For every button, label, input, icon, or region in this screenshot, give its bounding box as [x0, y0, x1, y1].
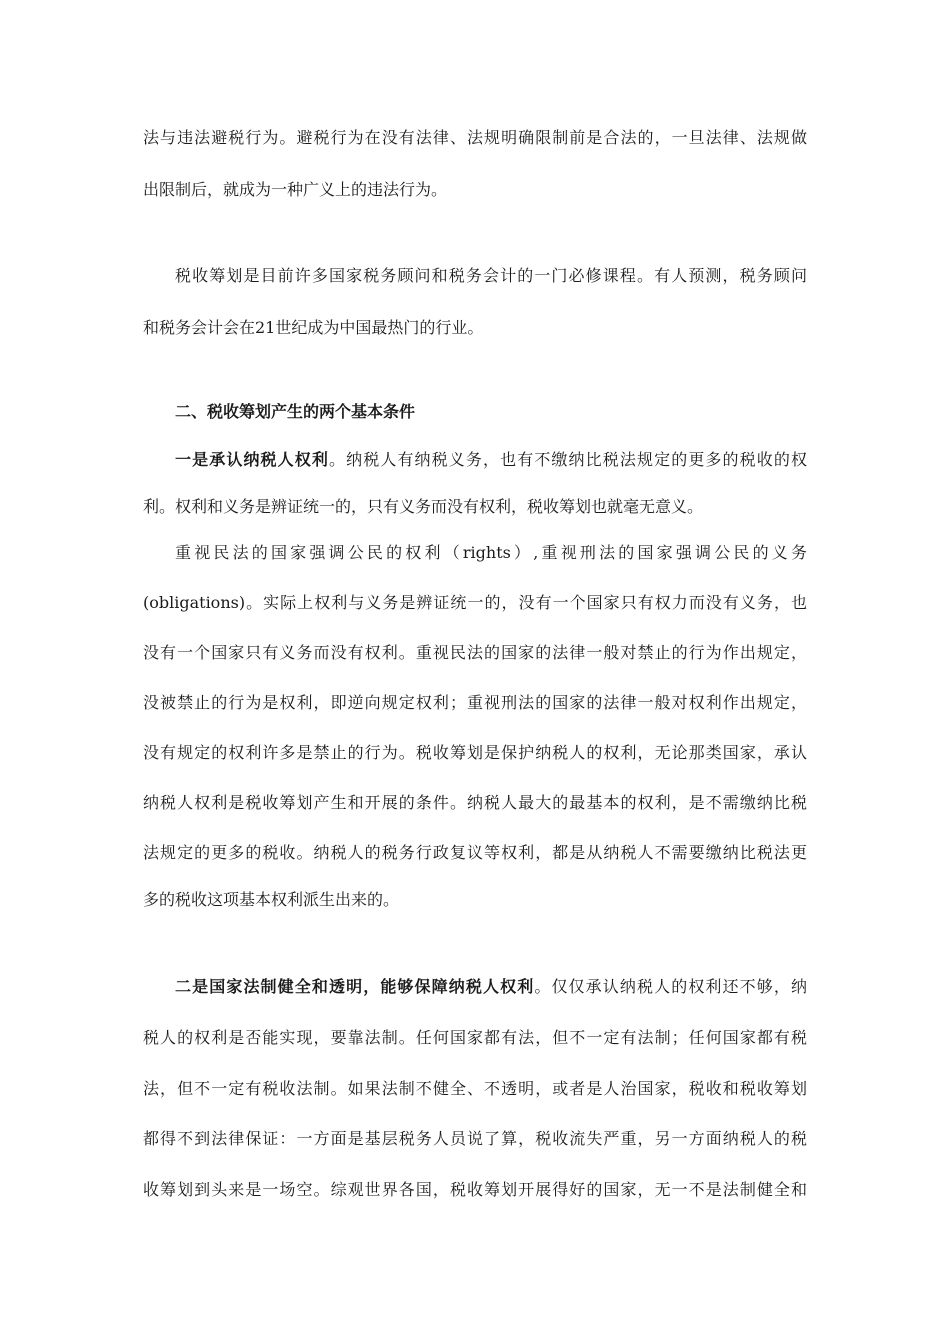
paragraph-line: 都得不到法律保证：一方面是基层税务人员说了算，税收流失严重，另一方面纳税人的税 [143, 1129, 807, 1148]
paragraph-line: 利。权利和义务是辨证统一的，只有义务而没有权利，税收筹划也就毫无意义。 [143, 497, 704, 516]
document-page [143, 0, 807, 1344]
paragraph-line: 税收筹划是目前许多国家税务顾问和税务会计的一门必修课程。有人预测，税务顾问 [175, 266, 807, 285]
paragraph-line: 重视民法的国家强调公民的权利（rights）,重视刑法的国家强调公民的义务 [175, 543, 807, 562]
paragraph-line: 法，但不一定有税收法制。如果法制不健全、不透明，或者是人治国家，税收和税收筹划 [143, 1079, 807, 1098]
section-heading: 二、税收筹划产生的两个基本条件 [175, 402, 416, 421]
paragraph-line [143, 450, 807, 470]
bold-lead: 一是承认纳税人权利 [175, 450, 329, 469]
paragraph-line [143, 977, 807, 997]
paragraph-line: 没被禁止的行为是权利，即逆向规定权利；重视刑法的国家的法律一般对权利作出规定， [143, 693, 807, 712]
paragraph-line: 没有规定的权利许多是禁止的行为。税收筹划是保护纳税人的权利，无论那类国家，承认 [143, 743, 807, 762]
paragraph-line: 和税务会计会在21世纪成为中国最热门的行业。 [143, 318, 484, 337]
paragraph-line: 纳税人权利是税收筹划产生和开展的条件。纳税人最大的最基本的权利，是不需缴纳比税 [143, 793, 807, 812]
paragraph-line: 法规定的更多的税收。纳税人的税务行政复议等权利，都是从纳税人不需要缴纳比税法更 [143, 843, 807, 862]
paragraph-text: 。仅仅承认纳税人的权利还不够，纳 [534, 977, 807, 996]
paragraph-line: 法与违法避税行为。避税行为在没有法律、法规明确限制前是合法的，一旦法律、法规做 [143, 128, 807, 147]
paragraph-line: 多的税收这项基本权利派生出来的。 [143, 890, 400, 909]
bold-lead: 二是国家法制健全和透明，能够保障纳税人权利 [175, 977, 535, 996]
paragraph-line: 税人的权利是否能实现，要靠法制。任何国家都有法，但不一定有法制；任何国家都有税 [143, 1028, 807, 1047]
paragraph-line: 收筹划到头来是一场空。综观世界各国，税收筹划开展得好的国家，无一不是法制健全和 [143, 1180, 807, 1199]
paragraph-text: 。纳税人有纳税义务，也有不缴纳比税法规定的更多的税收的权 [329, 450, 807, 469]
paragraph-line: (obligations)。实际上权利与义务是辨证统一的，没有一个国家只有权力而没有义务，也 [143, 593, 807, 612]
paragraph-line: 没有一个国家只有义务而没有权利。重视民法的国家的法律一般对禁止的行为作出规定， [143, 643, 807, 662]
paragraph-line: 出限制后，就成为一种广义上的违法行为。 [143, 180, 448, 199]
